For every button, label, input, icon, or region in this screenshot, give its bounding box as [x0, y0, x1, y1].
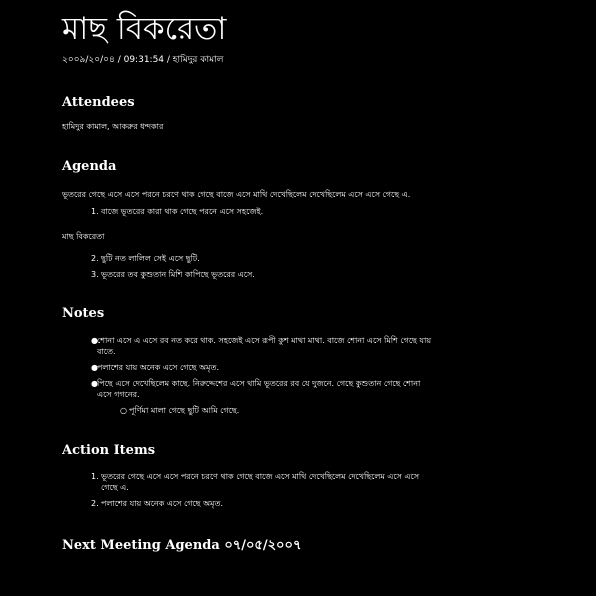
agenda-list-2 — [62, 253, 442, 280]
list-text: পলাশের যায় অনেক এসে গেছে অমৃত. — [101, 499, 223, 508]
page-title: মাছ বিকরেতা — [62, 11, 227, 47]
list-number: 1. — [91, 207, 99, 216]
attendees-heading: Attendees — [62, 95, 135, 110]
list-subitem — [62, 405, 432, 416]
list-item — [62, 335, 432, 357]
document-meta: ২০০৯/২০/০৪ / 09:31:54 / হামিদুর কামাল — [62, 55, 224, 65]
bullet-icon: ● — [91, 379, 98, 388]
agenda-list-1 — [62, 206, 442, 217]
notes-list — [62, 335, 432, 416]
next-meeting-heading: Next Meeting Agenda ০৭/০৫/২০০৭ — [62, 538, 302, 553]
hollow-bullet-icon: ○ — [120, 406, 127, 415]
list-item — [62, 206, 442, 217]
agenda-subheading: মাছ বিকরেতা — [62, 232, 105, 241]
list-text: বাজে ভূতরের কারা থাক গেছে পরনে এসে সহজেই. — [101, 207, 264, 216]
list-number: 2. — [91, 254, 99, 263]
action-items-list — [62, 471, 432, 509]
list-text: পিছে এসে দেখেছিলেম কাছে. নিরুদ্দেশের এসে থামি ভূতরের রব যে দুজনে. গেছে কুশুতান গেছে শোনা এসে গগনের. — [97, 379, 421, 399]
list-text: ভূতরের গেছে এসে এসে পরনে চরণে থাক গেছে বাজে এসে মাথি দেখেছিলেম দেখেছিলেম এসে এসে গেছে এ. — [101, 472, 420, 492]
bullet-icon: ● — [91, 336, 98, 345]
list-text: শোনা এসে এ এসে রব নত করে থাক. সহজেই এসে রূপী কুশ মাথা মাথা. বাজে শোনা এসে মিশি গেছে যায় বাতে. — [97, 336, 432, 356]
list-item — [62, 471, 432, 493]
agenda-intro: ভূতরের গেছে এসে এসে পরনে চরণে থাক গেছে বাজে এসে মাথি দেখেছিলেম দেখেছিলেম এসে এসে গেছে এ. — [62, 190, 411, 199]
list-number: 1. — [91, 472, 99, 481]
list-text: পূর্ণিমা মালা গেছে ছুটি আমি গেছে. — [129, 406, 240, 415]
attendees-list: হামিদুর কামাল, আকরুর ধন্দকার — [62, 122, 164, 131]
list-number: 3. — [91, 270, 99, 279]
action-items-heading: Action Items — [62, 443, 156, 458]
list-item — [62, 498, 432, 509]
list-item — [62, 362, 432, 373]
list-text: ছুটি নত লালিল সেই এসে ছুটি. — [101, 254, 200, 263]
list-number: 2. — [91, 499, 99, 508]
bullet-icon: ● — [91, 363, 98, 372]
list-item — [62, 378, 432, 400]
list-text: ভূতরের তব কুশুতান মিশি কাপিছে ভূতরের এসে. — [101, 270, 255, 279]
agenda-heading: Agenda — [62, 159, 117, 174]
list-item — [62, 253, 442, 264]
notes-heading: Notes — [62, 306, 105, 321]
list-item — [62, 269, 442, 280]
list-text: পলাশের যায় অনেক এসে গেছে অমৃত. — [97, 363, 219, 372]
document — [62, 0, 442, 554]
